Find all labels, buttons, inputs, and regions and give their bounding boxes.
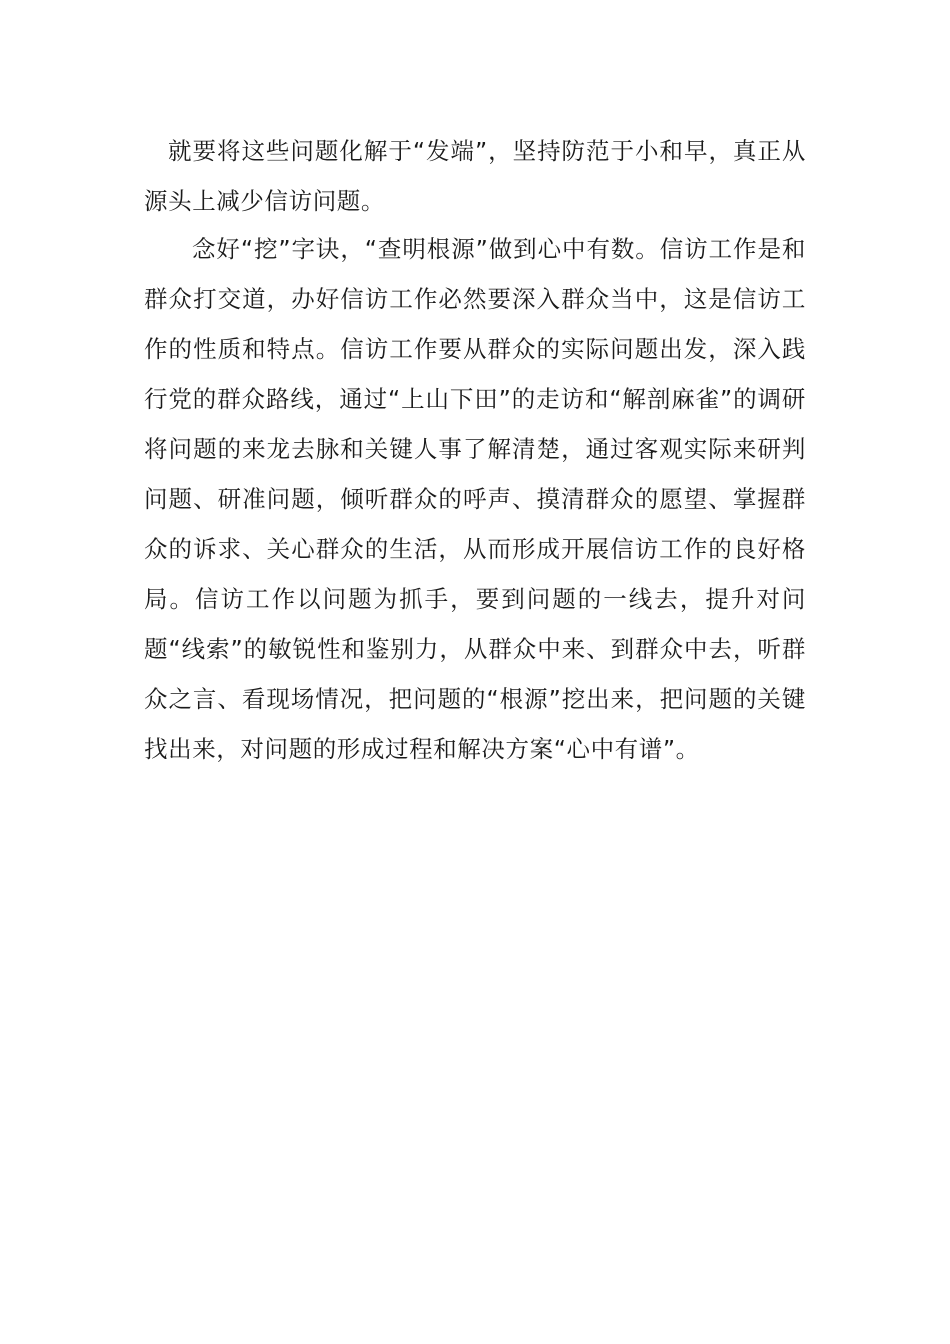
- paragraph-continuation: 就要将这些问题化解于“发端”，坚持防范于小和早，真正从源头上减少信访问题。: [144, 137, 806, 215]
- paragraph-dig-root-cause: 念好“挖”字诀，“查明根源”做到心中有数。信访工作是和群众打交道，办好信访工作必然要深入群众当中，这是信访工作的性质和特点。信访工作要从群众的实际问题出发，深入践行党的群众路线，通过“上山下田”的走访和“解剖麻雀”的调研将问题的来龙去脉和关键人事了解清楚，通过客观实际来研判问题、研准问题，倾听群众的呼声、摸清群众的愿望、掌握群众的诉求、关心群众的生活，从而形成开展信访工作的良好格局。信访工作以问题为抓手，要到问题的一线去，提升对问题“线索”的敏锐性和鉴别力，从群众中来、到群众中去，听群众之言、看现场情况，把问题的“根源”挖出来，把问题的关键找出来，对问题的形成过程和解决方案“心中有谱”。: [144, 235, 806, 763]
